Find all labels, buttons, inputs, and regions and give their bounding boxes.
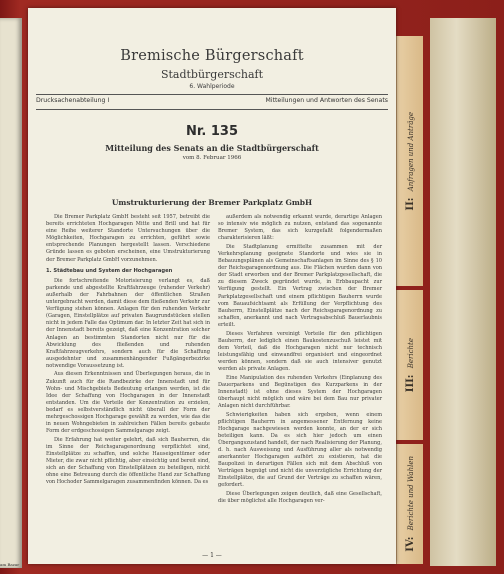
paragraph: Die Bremer Parkplatz GmbH besteht seit 1957, betreibt die bereits errichteten Hochgaragen Mitte und Brill und hat für eine Reihe weiterer Standorte Untersuchungen über die Möglichkeiten, Hochgaragen zu errichten, geführt sowie entsprechende Planungen hergestellt lassen. Verschiedene Gründe lassen es geboten erscheinen, eine Umstrukturierung der Bremer Parkplatz GmbH vorzunehmen. <box>46 214 210 263</box>
paragraph: Aus diesen Erkenntnissen und Überlegungen heraus, die in Zukunft auch für die Randbezirke der Innenstadt und für Wohn- und Mischgebiets Bedeutung erlangen werden, ist die Idee der Schaffung von Hochgaragen in der Innenstadt entstanden. Um die Vorteile der Konzentration zu erzielen, bedarf es selbstverständlich nicht überall der Form der mehrgeschossigen Hochgarage gewählt zu werden, wie das die in neuen Wohngebieten in zahlreichen Fällen bereits gebaute Form der erdgeschossigen Sammelgarage zeigt. <box>46 371 210 435</box>
department-label: Drucksachenabteilung I <box>36 97 110 104</box>
document-number: Nr. 135 <box>185 124 239 139</box>
section-label: Mitteilungen und Antworten des Senats <box>265 97 388 104</box>
header-rule-bottom <box>36 109 388 110</box>
legislative-period: 6. Wahlperiode <box>189 83 235 90</box>
tab-roman: II: <box>404 197 416 211</box>
paragraph: Die Stadtplanung ermittelte zusammen mit der Verkehrsplanung geeignete Standorte und wies sie in Bebauungsplänen als Gemeinschaftsanlagen im Sinne des § 10 der Reichsgaragenordnung aus. Die Flächen wurden dann von der Stadt erworben und der Bremer Parkplatzgesellschaft, die zu diesem Zweck gegründet wurde, in Erbbaupacht zur Verfügung gestellt. Ein Vertrag zwischen der Bremer Parkplatzgesellschaft und einem pflichtigen Bauherrn wurde vom Bauaufsichtsamt als Erfüllung der Verpflichtung des Bauherrn, Einstellplätze nach der Reichsgaragenordnung zu schaffen, anerkannt und nach Vertragsabschluß Bauerlaubnis erteilt. <box>218 243 382 328</box>
divider-tab-anfragen[interactable] <box>396 36 423 286</box>
previous-page-fragment: am Bazar <box>0 562 20 567</box>
tab-roman: III: <box>404 374 416 393</box>
divider-tab-berichte[interactable] <box>396 290 423 440</box>
document-title: Umstrukturierung der Bremer Parkplatz GmbH <box>111 198 313 207</box>
text-column-left <box>46 214 210 488</box>
paragraph: Eine Manipulation des ruhenden Verkehrs (Einplanung des Dauerparkens und Begünstigen des Kurzparkens in der Innenstadt) ist ohne dieses System der Hochgaragen überhaupt nicht möglich und wäre bei dem Bau nur privater Anlagen nicht durchführbar. <box>218 374 382 409</box>
paragraph: Dieses Verfahren vereinigt Vorteile für den pflichtigen Bauherrn, der lediglich einen Baukostenzuschuß leistet mit dem Vorteil, daß die Hochgaragen nicht nur technisch leistungsfähig und einwandfrei organisiert und eingeordnet werden können, sondern daß sie auch intensiver genutzt werden als private Anlagen. <box>218 330 382 372</box>
paragraph: Die Erfahrung hat weiter gelehrt, daß sich Bauherren, die im Sinne der Reichsgaragenordnung verpflichtet sind, Einstellplätze zu schaffen, und solche Hauseigentümer oder Mieter, die zwar nicht pflichtig, aber einsichtig und bereit sind, sich an der Schaffung von Einstellplätzen zu beteiligen, nicht ohne eine Betreuung durch die öffentliche Hand zur Schaffung von Hochoder Sammelgaragen zusammenfinden können. Da es <box>46 436 210 486</box>
document-date: vom 8. Februar 1966 <box>182 155 242 161</box>
paragraph: außerdem als notwendig erkannt wurde, derartige Anlagen so intensiv wie möglich zu nutzen, entstand das sogenannte Bremer System, das sich kurzgefaßt folgendermaßen charakterisieren läßt: <box>218 214 382 242</box>
document-page <box>28 8 396 564</box>
tab-label: Berichte und Wahlen <box>406 456 415 531</box>
header-rule-top <box>36 94 388 95</box>
paragraph: Diese Überlegungen zeigen deutlich, daß eine Gesellschaft, die über möglichst alle Hochgaragen ver- <box>218 491 382 505</box>
document-heading: Mitteilung des Senats an die Stadtbürgerschaft <box>105 143 319 153</box>
binder-edge <box>430 18 496 566</box>
section-heading: 1. Städtebau und System der Hochgaragen <box>46 267 173 274</box>
tab-label: Berichte <box>406 337 415 369</box>
chamber-subtitle: Stadtbürgerschaft <box>160 68 264 81</box>
paragraph: Schwierigkeiten haben sich ergeben, wenn einem pflichtigen Bauherrn in angemessener Entfernung keine Hochgarage nachgewiesen werden konnte, an der er sich beteiligen kann. Da es sich hier jedoch um einen Übergangszustand handelt, der nach Realisierung der Planung, d. h. nach Ausweisung und Ausführung aller als notwendig anerkannter Hochgaragen aufhört zu existieren, hat die Baupolizei in derartigen Fällen sich mit dem Abschluß von Verträgen begnügt und nicht die unverzügliche Errichtung der Einstellplätze, die auf Grund der Verträge zu schaffen wären, gefordert. <box>218 411 382 489</box>
parliament-title: Bremische Bürgerschaft <box>120 48 304 64</box>
tab-roman: IV: <box>404 536 416 552</box>
page-number: — 1 — <box>202 552 222 559</box>
divider-tab-wahlen[interactable] <box>396 444 423 564</box>
tab-label: Anfragen und Anträge <box>406 111 415 191</box>
previous-page-edge <box>0 18 22 568</box>
text-column-right <box>218 214 382 507</box>
paragraph: Die fortschreitende Motorisierung verlangt es, daß parkende und abgestellte Kraftfahrzeuge (ruhender Verkehr) außerhalb der Fahrbahnen der öffentlichen Straßen untergebracht werden, damit diese dem fließenden Verkehr zur Verfügung stehen können. Anlagen für den ruhenden Verkehr (Garagen, Einstellplätze auf privaten Baugrundstücken stellen nicht in jedem Falle das Optimum dar. In letzter Zeit hat sich in der Innenstadt bereits gezeigt, daß eine Konzentration solcher Anlagen an bestimmten Standorten nicht nur für die Abwicklung des fließenden und ruhenden Kraftfahrzeugverkehrs, sondern auch für die Schaffung ausgedehnter und zusammenhängender Fußgängerbezirke notwendige Voraussetzung ist. <box>46 277 210 369</box>
divider-tabs <box>396 36 436 566</box>
